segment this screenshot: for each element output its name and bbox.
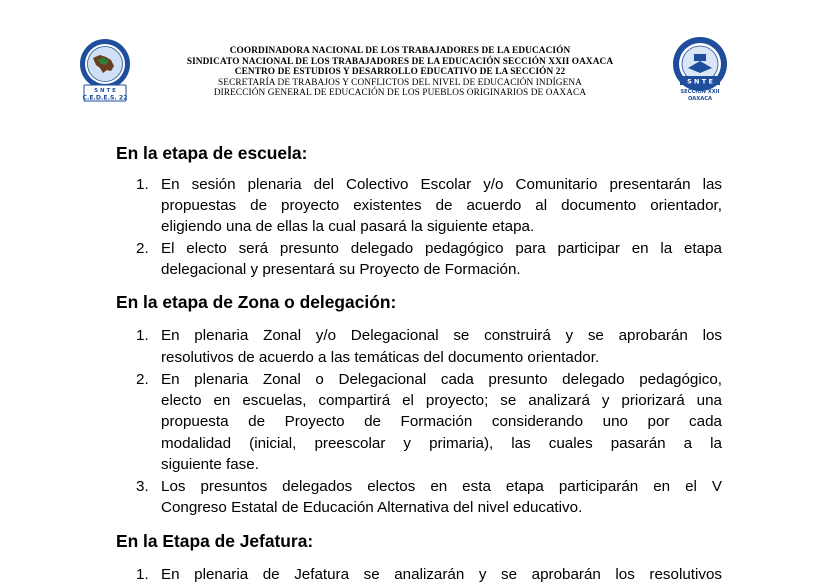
list-item-number: 2. [136, 240, 149, 257]
list-item-line: En plenaria Zonal y/o Delegacional se construirá y se aprobarán los [161, 327, 722, 344]
header-line-5: DIRECCIÓN GENERAL DE EDUCACIÓN DE LOS PUEBLOS ORIGINARIOS DE OAXACA [213, 88, 587, 99]
list-item-line: En plenaria Zonal o Delegacional cada presunto delegado pedagógico, [161, 371, 722, 388]
header-line-4: SECRETARÍA DE TRABAJOS Y CONFLICTOS DEL NIVEL DE EDUCACIÓN INDÍGENA [218, 77, 582, 88]
list-item-line: electo en escuelas, compartirá el proyecto; se analizará y priorizará una [161, 392, 722, 409]
section-heading-zona-delegacion: En la etapa de Zona o delegación: [116, 292, 397, 312]
cedes-22-logo [76, 38, 134, 102]
right-logo-seccion-text: SECCION XXII [680, 89, 720, 95]
document-header [0, 0, 816, 120]
left-logo-cedes-text: C.E.D.E.S. 22 [82, 94, 128, 102]
header-text-block [150, 46, 650, 99]
list-item-line: El electo será presunto delegado pedagógico para participar en la etapa [161, 240, 722, 257]
list-item-line: En sesión plenaria del Colectivo Escolar y/o Comunitario presentarán las [161, 176, 722, 193]
left-logo-snte-text: S N T E [94, 88, 116, 94]
list-item-line: eligiendo una de ellas la cual pasará la siguiente etapa. [161, 218, 535, 235]
list-item-line: propuestas de proyecto existentes de acuerdo al documento orientador, [161, 197, 722, 214]
list-item-line: siguiente fase. [161, 456, 259, 473]
header-line-3: CENTRO DE ESTUDIOS Y DESARROLLO EDUCATIVO DE LA SECCIÓN 22 [234, 67, 566, 78]
list-item-line: modalidad (inicial, preescolar y primaria), las cuales pasarán a la [161, 435, 722, 452]
list-item-number: 1. [136, 176, 149, 193]
list-item-number: 3. [136, 478, 149, 495]
list-item-line: resolutivos de acuerdo a las temáticas del documento orientador. [161, 349, 600, 366]
list-item-number: 2. [136, 371, 149, 388]
header-line-1: COORDINADORA NACIONAL DE LOS TRABAJADORES DE LA EDUCACIÓN [229, 46, 571, 56]
list-item-line: Los presuntos delegados electos en esta etapa participarán en el V [161, 478, 722, 495]
list-item-number: 1. [136, 327, 149, 344]
list-item-line: En plenaria de Jefatura se analizarán y se aprobarán los resolutivos [161, 566, 722, 583]
snte-seccion-xxii-logo [670, 36, 730, 104]
section-heading-jefatura: En la Etapa de Jefatura: [116, 531, 314, 551]
list-item-line: delegacional y presentará su Proyecto de Formación. [161, 261, 521, 278]
list-item-line: propuesta de Proyecto de Formación considerando uno por cada [161, 413, 722, 430]
list-item-number: 1. [136, 566, 149, 583]
section-heading-escuela: En la etapa de escuela: [116, 143, 308, 163]
right-logo-snte-text: S N T E [687, 77, 713, 86]
header-line-2: SINDICATO NACIONAL DE LOS TRABAJADORES DE LA EDUCACIÓN SECCIÓN XXII OAXACA [186, 56, 614, 67]
right-logo-place-text: OAXACA [687, 96, 713, 102]
list-item-line: Congreso Estatal de Educación Alternativa del nivel educativo. [161, 499, 583, 516]
